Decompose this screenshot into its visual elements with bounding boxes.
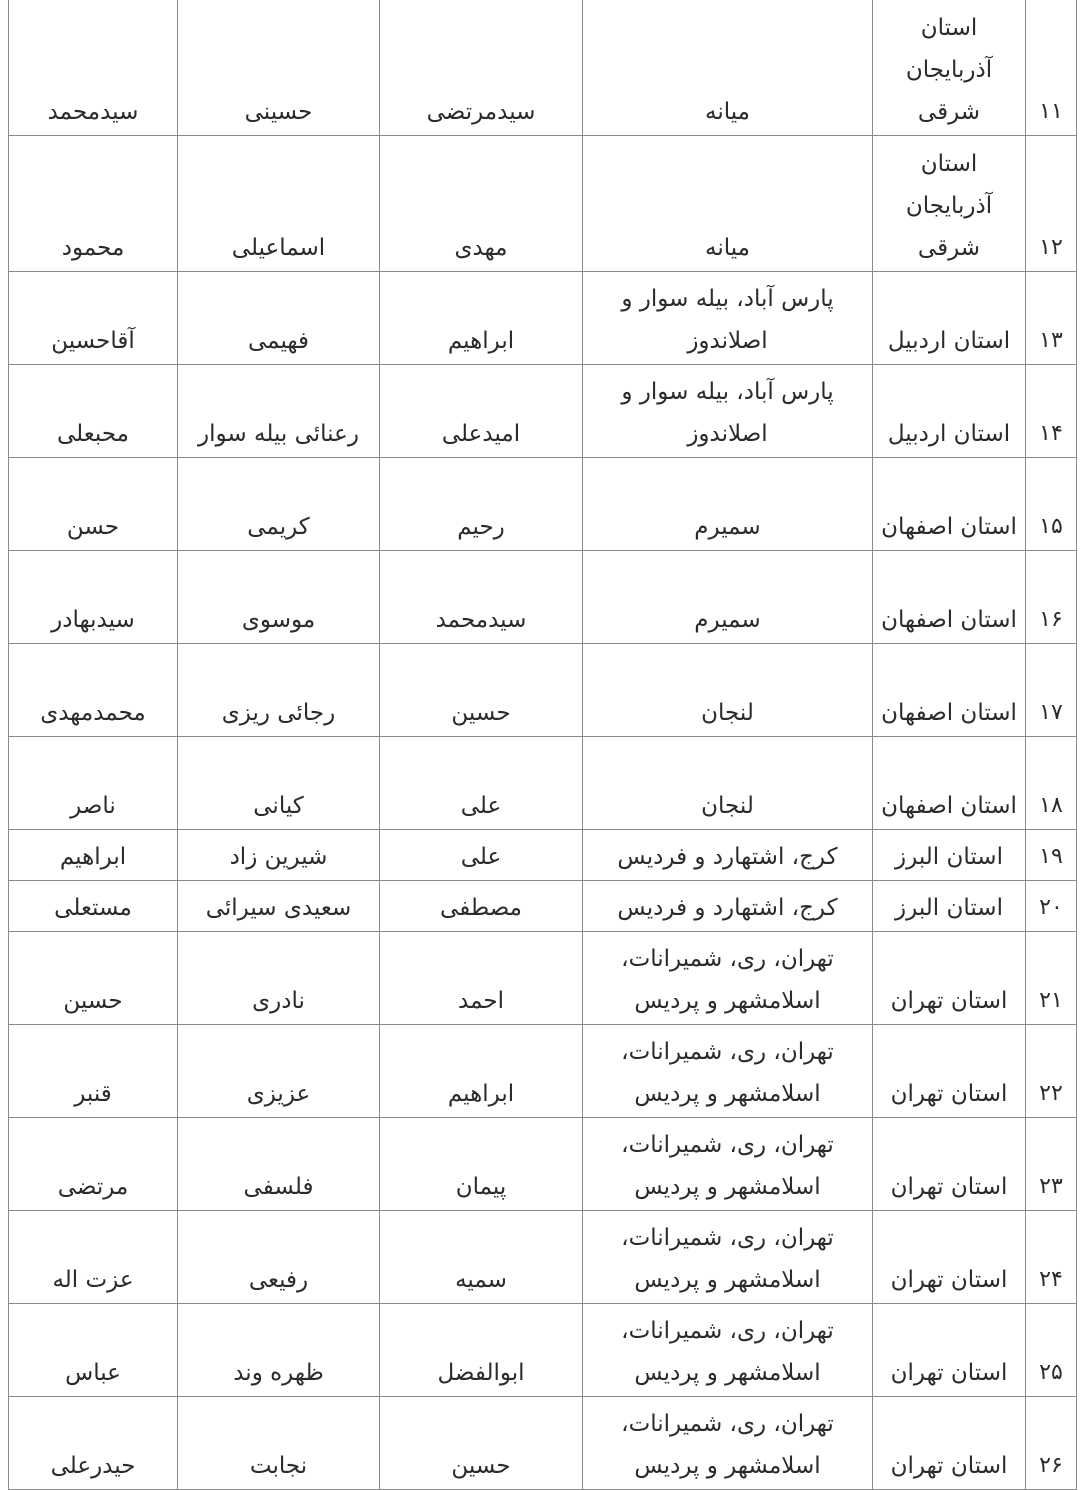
region-cell: سمیرم [583,458,873,551]
table-row [9,0,1077,136]
table-row [9,1211,1077,1304]
row-number: ۱۸ [1026,737,1077,830]
last-name-cell: فهیمی [178,272,380,365]
row-number: ۲۴ [1026,1211,1077,1304]
last-name-cell: رجائی ریزی [178,644,380,737]
last-name-cell: کریمی [178,458,380,551]
row-number: ۲۶ [1026,1397,1077,1490]
first-name-cell: احمد [380,932,583,1025]
province-cell: استان تهران [873,1118,1026,1211]
table-row [9,644,1077,737]
row-number: ۱۹ [1026,830,1077,881]
row-number: ۱۱ [1026,0,1077,136]
first-name-cell: رحیم [380,458,583,551]
table-row [9,1118,1077,1211]
province-cell: استان تهران [873,1025,1026,1118]
first-name-cell: حسین [380,644,583,737]
father-name-cell: محمود [9,136,178,272]
region-cell: میانه [583,136,873,272]
first-name-cell: مصطفی [380,881,583,932]
father-name-cell: ناصر [9,737,178,830]
table-row [9,932,1077,1025]
region-cell: تهران، ری، شمیرانات، اسلامشهر و پردیس [583,932,873,1025]
row-number: ۱۷ [1026,644,1077,737]
table-row [9,136,1077,272]
region-cell: تهران، ری، شمیرانات، اسلامشهر و پردیس [583,1118,873,1211]
father-name-cell: آقاحسین [9,272,178,365]
father-name-cell: مرتضی [9,1118,178,1211]
first-name-cell: علی [380,737,583,830]
row-number: ۱۴ [1026,365,1077,458]
province-cell: استان اصفهان [873,551,1026,644]
region-cell: تهران، ری، شمیرانات، اسلامشهر و پردیس [583,1211,873,1304]
results-table [8,0,1077,1490]
first-name-cell: ابوالفضل [380,1304,583,1397]
region-cell: کرج، اشتهارد و فردیس [583,881,873,932]
table-row [9,1397,1077,1490]
province-cell: استان تهران [873,1211,1026,1304]
region-cell: پارس آباد، بیله سوار و اصلاندوز [583,365,873,458]
region-cell: تهران، ری، شمیرانات، اسلامشهر و پردیس [583,1304,873,1397]
father-name-cell: حسین [9,932,178,1025]
father-name-cell: عزت اله [9,1211,178,1304]
row-number: ۲۱ [1026,932,1077,1025]
region-cell: میانه [583,0,873,136]
region-cell: لنجان [583,737,873,830]
father-name-cell: ابراهیم [9,830,178,881]
father-name-cell: سیدمحمد [9,0,178,136]
table-row [9,737,1077,830]
region-cell: کرج، اشتهارد و فردیس [583,830,873,881]
province-cell: استان اردبیل [873,365,1026,458]
last-name-cell: کیانی [178,737,380,830]
region-cell: تهران، ری، شمیرانات، اسلامشهر و پردیس [583,1025,873,1118]
table-row [9,830,1077,881]
father-name-cell: محمدمهدی [9,644,178,737]
last-name-cell: نجابت [178,1397,380,1490]
region-cell: سمیرم [583,551,873,644]
last-name-cell: اسماعیلی [178,136,380,272]
province-cell: استان تهران [873,1397,1026,1490]
first-name-cell: امیدعلی [380,365,583,458]
province-cell: استان آذربایجان شرقی [873,0,1026,136]
table-row [9,458,1077,551]
last-name-cell: شیرین زاد [178,830,380,881]
father-name-cell: عباس [9,1304,178,1397]
father-name-cell: حسن [9,458,178,551]
row-number: ۱۲ [1026,136,1077,272]
province-cell: استان اصفهان [873,737,1026,830]
first-name-cell: مهدی [380,136,583,272]
province-cell: استان تهران [873,1304,1026,1397]
last-name-cell: حسینی [178,0,380,136]
row-number: ۲۵ [1026,1304,1077,1397]
father-name-cell: سیدبهادر [9,551,178,644]
row-number: ۲۰ [1026,881,1077,932]
province-cell: استان اصفهان [873,458,1026,551]
first-name-cell: پیمان [380,1118,583,1211]
row-number: ۱۵ [1026,458,1077,551]
table-row [9,881,1077,932]
first-name-cell: سیدمحمد [380,551,583,644]
last-name-cell: نادری [178,932,380,1025]
region-cell: پارس آباد، بیله سوار و اصلاندوز [583,272,873,365]
table-row [9,272,1077,365]
results-table-container [8,0,1076,1479]
row-number: ۲۳ [1026,1118,1077,1211]
province-cell: استان البرز [873,830,1026,881]
region-cell: لنجان [583,644,873,737]
province-cell: استان تهران [873,932,1026,1025]
father-name-cell: محبعلی [9,365,178,458]
table-row [9,1025,1077,1118]
province-cell: استان آذربایجان شرقی [873,136,1026,272]
last-name-cell: عزیزی [178,1025,380,1118]
last-name-cell: رعنائی بیله سوار [178,365,380,458]
table-row [9,551,1077,644]
first-name-cell: سمیه [380,1211,583,1304]
father-name-cell: مستعلی [9,881,178,932]
province-cell: استان اردبیل [873,272,1026,365]
region-cell: تهران، ری، شمیرانات، اسلامشهر و پردیس [583,1397,873,1490]
first-name-cell: علی [380,830,583,881]
father-name-cell: حیدرعلی [9,1397,178,1490]
last-name-cell: فلسفی [178,1118,380,1211]
first-name-cell: ابراهیم [380,272,583,365]
province-cell: استان اصفهان [873,644,1026,737]
last-name-cell: ظهره وند [178,1304,380,1397]
table-row [9,365,1077,458]
last-name-cell: سعیدی سیرائی [178,881,380,932]
row-number: ۱۳ [1026,272,1077,365]
row-number: ۲۲ [1026,1025,1077,1118]
province-cell: استان البرز [873,881,1026,932]
last-name-cell: موسوی [178,551,380,644]
first-name-cell: سیدمرتضی [380,0,583,136]
row-number: ۱۶ [1026,551,1077,644]
table-row [9,1304,1077,1397]
father-name-cell: قنبر [9,1025,178,1118]
last-name-cell: رفیعی [178,1211,380,1304]
first-name-cell: حسین [380,1397,583,1490]
first-name-cell: ابراهیم [380,1025,583,1118]
